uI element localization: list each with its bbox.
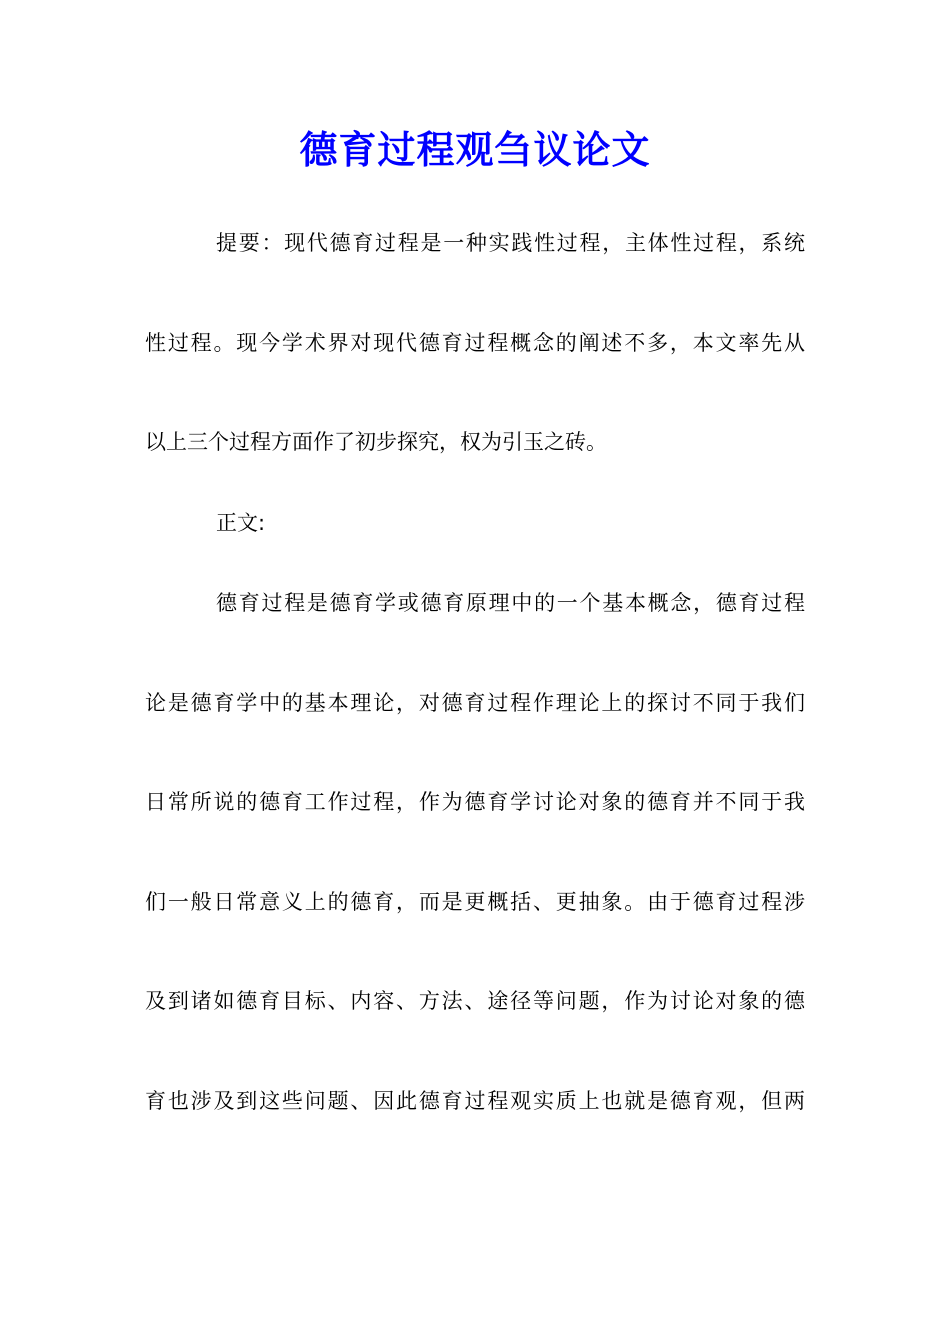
body-line-2: 论是德育学中的基本理论，对德育过程作理论上的探讨不同于我们 xyxy=(145,691,805,715)
abstract-line-1: 提要：现代德育过程是一种实践性过程，主体性过程，系统 xyxy=(216,231,805,255)
abstract-line-3: 以上三个过程方面作了初步探究，权为引玉之砖。 xyxy=(145,430,607,454)
body-line-4: 们一般日常意义上的德育，而是更概括、更抽象。由于德育过程涉 xyxy=(145,890,805,914)
body-heading: 正文: xyxy=(216,511,266,535)
body-line-6: 育也涉及到这些问题、因此德育过程观实质上也就是德育观，但两 xyxy=(145,1089,805,1113)
body-line-3: 日常所说的德育工作过程，作为德育学讨论对象的德育并不同于我 xyxy=(145,790,805,814)
body-line-5: 及到诸如德育目标、内容、方法、途径等问题，作为讨论对象的德 xyxy=(145,989,805,1013)
document-title: 德育过程观刍议论文 xyxy=(299,127,651,172)
abstract-line-2: 性过程。现今学术界对现代德育过程概念的阐述不多，本文率先从 xyxy=(145,331,805,355)
body-line-1: 德育过程是德育学或德育原理中的一个基本概念，德育过程 xyxy=(216,591,805,615)
